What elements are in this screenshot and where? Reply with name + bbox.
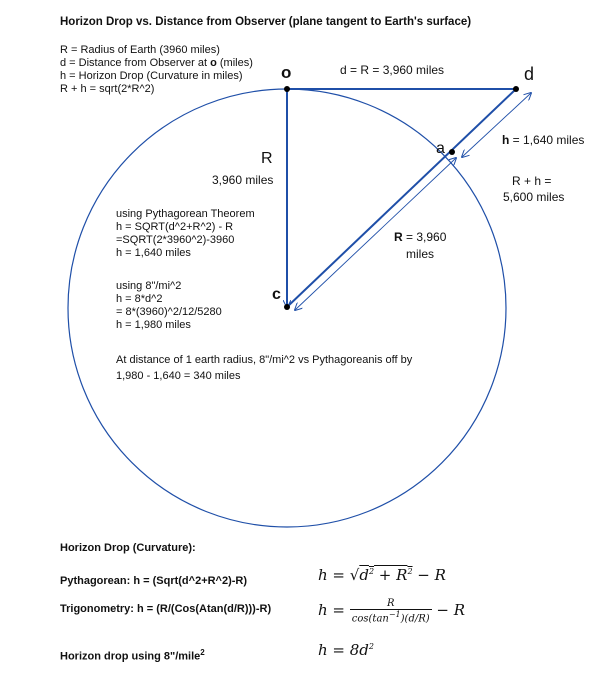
label-R-plus-h: R + h = [512,174,552,188]
section-title: Horizon Drop (Curvature): [60,542,196,554]
point-a [449,149,455,155]
trig-formula: h = $\frac{R}{\cos(\tan^{-1})(d/R)}$ − R [318,598,466,625]
label-a: a [436,140,445,157]
point-o [284,86,290,92]
page-title: Horizon Drop vs. Distance from Observer (plane tangent to Earth's surface) [60,16,472,28]
eight-inch-formula-label: Horizon drop using 8"/mile$^2$ [60,648,205,663]
label-R: R [261,150,273,167]
label-c: c [272,286,281,303]
legend-radius: R = Radius of Earth (3960 miles) [60,44,220,56]
label-R-miles: 3,960 miles [212,173,274,187]
legend-distance: d = Distance from Observer at o (miles) [60,57,253,69]
label-R-hypotenuse-miles: miles [406,247,435,261]
legend-sum: R + h = sqrt(2*R^2) [60,83,155,95]
trig-formula-label: Trigonometry: h = (R/(Cos(Atan(d/R)))-R) [60,603,272,615]
label-d: d [524,64,535,84]
label-d-equals-R: d = R = 3,960 miles [340,63,445,77]
legend-drop: h = Horizon Drop (Curvature in miles) [60,70,243,82]
label-R-hypotenuse: R = 3,960 [394,230,447,244]
pythagorean-formula: $h = √d^2 + R^2 - R$ [318,566,446,584]
comparison-note: At distance of 1 earth radius, 8"/mi^2 vs Pythagoreanis off by 1,980 - 1,640 = 340 miles [116,354,413,382]
label-h: h = 1,640 miles [502,133,585,147]
label-o: o [281,63,292,82]
point-d [513,86,519,92]
eight-inch-calculation: using 8"/mi^2 h = 8*d^2 = 8*(3960)^2/12/5280 h = 1,980 miles [116,280,222,331]
pythagorean-calculation: using Pythagorean Theorem h = SQRT(d^2+R^2) - R =SQRT(2*3960^2)-3960 h = 1,640 miles [116,208,255,259]
label-R-plus-h-value: 5,600 miles [503,190,565,204]
point-c [284,304,290,310]
eight-inch-formula: $h = 8d^2$ [318,641,375,659]
pythagorean-formula-label: Pythagorean: h = (Sqrt(d^2+R^2)-R) [60,575,248,587]
dimension-h-arrow [462,93,531,157]
